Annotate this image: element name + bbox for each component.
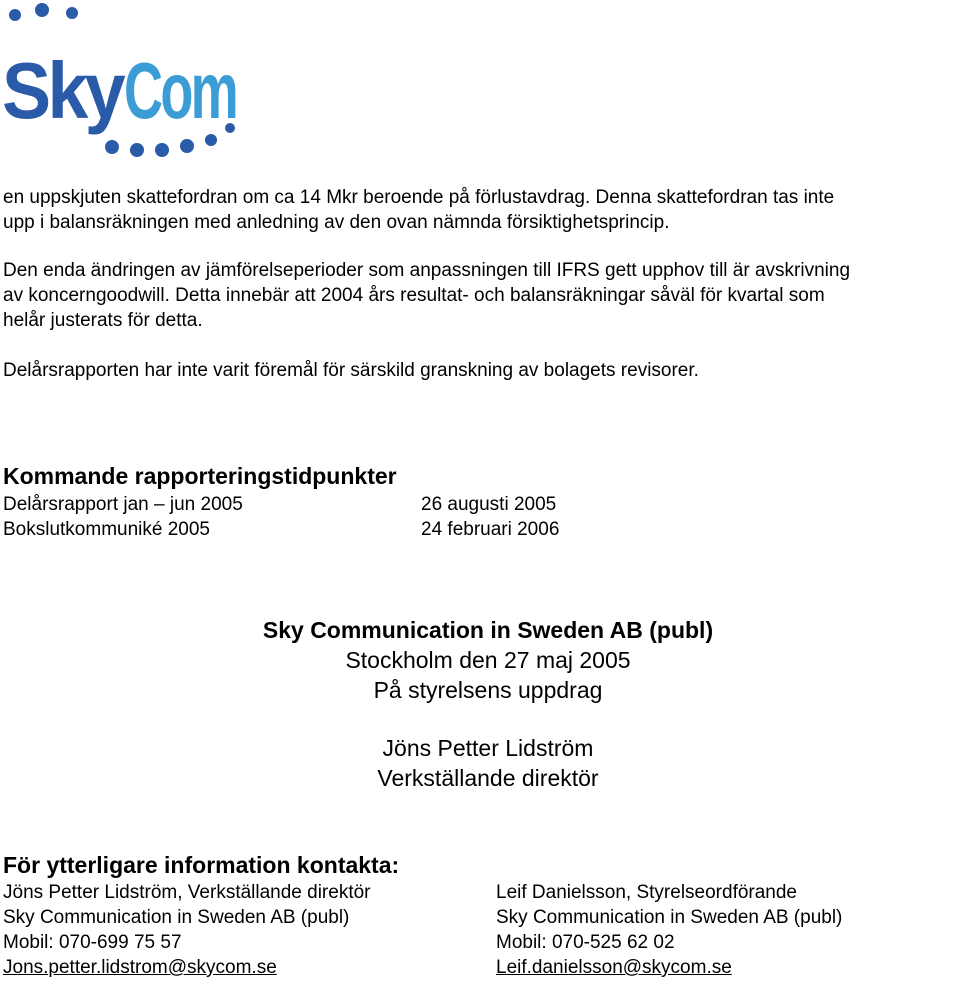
schedule-label: Delårsrapport jan – jun 2005 <box>3 494 243 515</box>
contact-mobile: Mobil: 070-699 75 57 <box>3 932 182 953</box>
signature-name: Jöns Petter Lidström <box>382 735 594 761</box>
contact-company: Sky Communication in Sweden AB (publ) <box>496 907 843 928</box>
svg-text:Sky: Sky <box>2 46 127 135</box>
upcoming-reports-heading: Kommande rapporteringstidpunkter <box>3 463 397 489</box>
signature-title: Verkställande direktör <box>377 765 599 791</box>
contact-name-title: Jöns Petter Lidström, Verkställande direktör <box>3 882 371 903</box>
schedule-date: 26 augusti 2005 <box>421 494 557 515</box>
paragraph-review: Delårsrapporten har inte varit föremål för särskild granskning av bolagets revisorer. <box>3 360 699 381</box>
skycom-logo <box>0 0 245 160</box>
contact-email-link[interactable]: Jons.petter.lidstrom@skycom.se <box>3 957 277 978</box>
contact-email-link[interactable]: Leif.danielsson@skycom.se <box>496 957 732 978</box>
contact-heading: För ytterligare information kontakta: <box>3 852 400 878</box>
signature-person-block <box>0 733 976 793</box>
schedule-row <box>3 492 557 517</box>
signature-company-block <box>0 615 976 705</box>
contact-mobile: Mobil: 070-525 62 02 <box>496 932 675 953</box>
schedule-label: Bokslutkommuniké 2005 <box>3 519 210 540</box>
signature-place-date: Stockholm den 27 maj 2005 <box>345 647 631 673</box>
signature-company: Sky Communication in Sweden AB (publ) <box>262 617 714 643</box>
paragraph-tax-claim: en uppskjuten skattefordran om ca 14 Mkr beroende på förlustavdrag. Denna skattefordran tas inte upp i balansräkningen med anledning av den ovan nämnda försiktighetsprincip. <box>3 187 835 233</box>
contact-company: Sky Communication in Sweden AB (publ) <box>3 907 350 928</box>
contact-name-title: Leif Danielsson, Styrelseordförande <box>496 882 798 903</box>
contact-card-ceo <box>3 880 371 980</box>
signature-mandate: På styrelsens uppdrag <box>373 677 603 703</box>
schedule-date: 24 februari 2006 <box>421 519 560 540</box>
contact-card-chairman <box>496 880 842 980</box>
paragraph-ifrs: Den enda ändringen av jämförelseperioder som anpassningen till IFRS gett upphov till är avskrivning av koncerngoodwill. Detta innebär att 2004 års resultat- och balansräkningar såväl för kvartal som helår justerats för detta. <box>3 260 851 331</box>
svg-text:Com: Com <box>124 46 236 135</box>
schedule-row <box>3 517 560 542</box>
report-schedule <box>3 492 560 542</box>
